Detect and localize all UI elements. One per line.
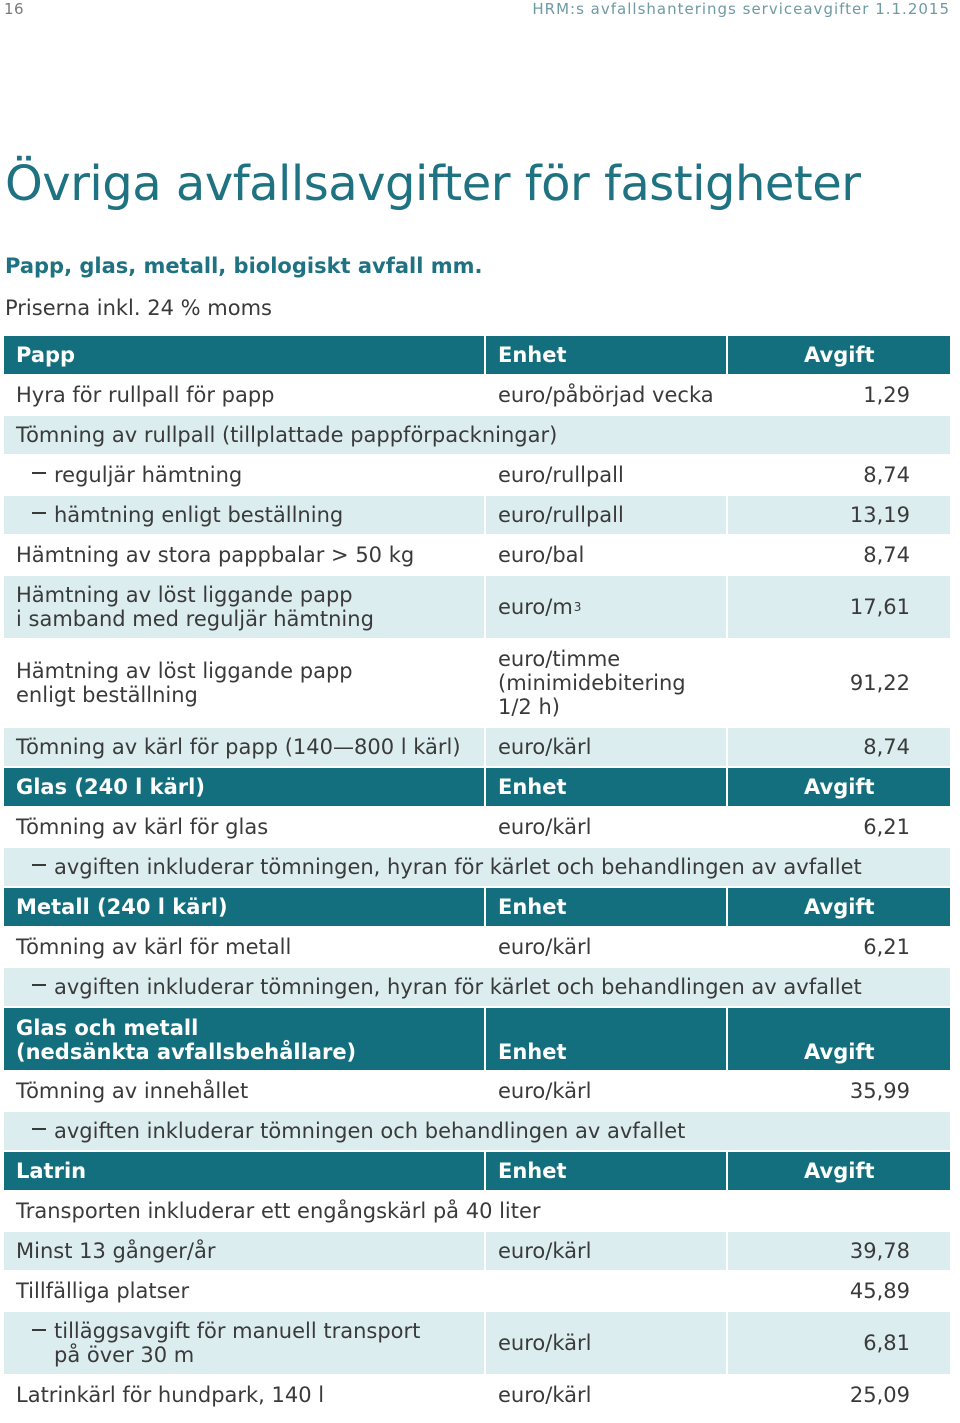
row-label: Tömning av kärl för glas [4, 808, 484, 846]
row-unit: euro/kärl [486, 1376, 726, 1414]
category-label: Glas (240 l kärl) [4, 768, 484, 806]
fee-header: Avgift [728, 768, 950, 806]
dash-mark [32, 1128, 46, 1130]
row-label: Transporten inkluderar ett engångskärl på 40 liter [4, 1192, 950, 1230]
table-row [4, 376, 950, 414]
category-label: Metall (240 l kärl) [4, 888, 484, 926]
dash-mark [32, 1329, 46, 1331]
unit-header: Enhet [486, 1008, 726, 1070]
row-label: Tömning av rullpall (tillplattade pappförpackningar) [4, 416, 950, 454]
table-row [4, 1192, 950, 1230]
dash-mark [32, 864, 46, 866]
row-fee: 25,09 [728, 1376, 950, 1414]
fee-header: Avgift [728, 336, 950, 374]
row-fee: 6,81 [728, 1312, 950, 1374]
row-fee: 6,21 [728, 928, 950, 966]
section-header-glas [4, 768, 950, 806]
fee-header: Avgift [728, 1008, 950, 1070]
row-label: Tömning av innehållet [4, 1072, 484, 1110]
row-label: tilläggsavgift för manuell transport på över 30 m [4, 1312, 484, 1374]
table-row [4, 1312, 950, 1374]
vat-note: Priserna inkl. 24 % moms [5, 296, 272, 320]
row-unit: euro/kärl [486, 728, 726, 766]
row-fee: 8,74 [728, 536, 950, 574]
row-label: Hämtning av löst liggande papp i samband med reguljär hämtning [4, 576, 484, 638]
table-row [4, 1232, 950, 1270]
row-unit: euro/timme (minimidebitering 1/2 h) [486, 640, 726, 726]
table-row [4, 576, 950, 638]
row-unit: euro/kärl [486, 808, 726, 846]
row-fee: 6,21 [728, 808, 950, 846]
row-label: Latrinkärl för hundpark, 140 l [4, 1376, 484, 1414]
row-label: hämtning enligt beställning [4, 496, 484, 534]
row-fee: 8,74 [728, 456, 950, 494]
row-fee: 91,22 [728, 640, 950, 726]
table-row [4, 728, 950, 766]
section-header-metall [4, 888, 950, 926]
row-label: Tömning av kärl för metall [4, 928, 484, 966]
table-row [4, 496, 950, 534]
row-label: avgiften inkluderar tömningen och behandlingen av avfallet [4, 1112, 950, 1150]
table-row [4, 848, 950, 886]
page-title: Övriga avfallsavgifter för fastigheter [5, 156, 861, 212]
row-label: avgiften inkluderar tömningen, hyran för kärlet och behandlingen av avfallet [4, 848, 950, 886]
unit-header: Enhet [486, 768, 726, 806]
fee-header: Avgift [728, 888, 950, 926]
unit-header: Enhet [486, 336, 726, 374]
row-unit: euro/kärl [486, 1312, 726, 1374]
table-row [4, 456, 950, 494]
subtitle: Papp, glas, metall, biologiskt avfall mm. [5, 254, 483, 278]
row-label: reguljär hämtning [4, 456, 484, 494]
unit-header: Enhet [486, 888, 726, 926]
table-row [4, 968, 950, 1006]
category-label: Latrin [4, 1152, 484, 1190]
table-row [4, 808, 950, 846]
row-label: Minst 13 gånger/år [4, 1232, 484, 1270]
row-fee: 45,89 [728, 1272, 950, 1310]
section-header-latrin [4, 1152, 950, 1190]
unit-header: Enhet [486, 1152, 726, 1190]
fee-header: Avgift [728, 1152, 950, 1190]
row-unit: euro/kärl [486, 1232, 726, 1270]
dash-mark [32, 984, 46, 986]
section-header-papp [4, 336, 950, 374]
row-fee: 8,74 [728, 728, 950, 766]
table-row [4, 1376, 950, 1414]
row-unit: euro/rullpall [486, 456, 726, 494]
page-number: 16 [4, 0, 25, 18]
row-unit: euro/kärl [486, 1072, 726, 1110]
dash-mark [32, 472, 46, 474]
row-unit: euro/rullpall [486, 496, 726, 534]
row-unit: euro/m 3 [486, 576, 726, 638]
row-label: Hämtning av löst liggande papp enligt beställning [4, 640, 484, 726]
row-label: Tömning av kärl för papp (140—800 l kärl) [4, 728, 484, 766]
row-fee: 13,19 [728, 496, 950, 534]
row-label: Tillfälliga platser [4, 1272, 484, 1310]
row-fee: 35,99 [728, 1072, 950, 1110]
table-row [4, 1072, 950, 1110]
row-unit: euro/påbörjad vecka [486, 376, 726, 414]
table-row [4, 640, 950, 726]
table-row [4, 536, 950, 574]
row-unit: euro/bal [486, 536, 726, 574]
category-label: Glas och metall (nedsänkta avfallsbehållare) [4, 1008, 484, 1070]
row-label: Hyra för rullpall för papp [4, 376, 484, 414]
page-header [0, 0, 960, 24]
section-header-glas-metall [4, 1008, 950, 1070]
row-label: Hämtning av stora pappbalar > 50 kg [4, 536, 484, 574]
row-fee: 39,78 [728, 1232, 950, 1270]
table-row [4, 928, 950, 966]
row-label: avgiften inkluderar tömningen, hyran för kärlet och behandlingen av avfallet [4, 968, 950, 1006]
row-fee: 17,61 [728, 576, 950, 638]
fee-table [4, 336, 950, 1414]
table-row [4, 416, 950, 454]
table-row [4, 1112, 950, 1150]
category-label: Papp [4, 336, 484, 374]
dash-mark [32, 512, 46, 514]
row-unit [486, 1272, 726, 1310]
row-fee: 1,29 [728, 376, 950, 414]
running-title: HRM:s avfallshanterings serviceavgifter 1.1.2015 [532, 0, 950, 18]
row-unit: euro/kärl [486, 928, 726, 966]
table-row [4, 1272, 950, 1310]
